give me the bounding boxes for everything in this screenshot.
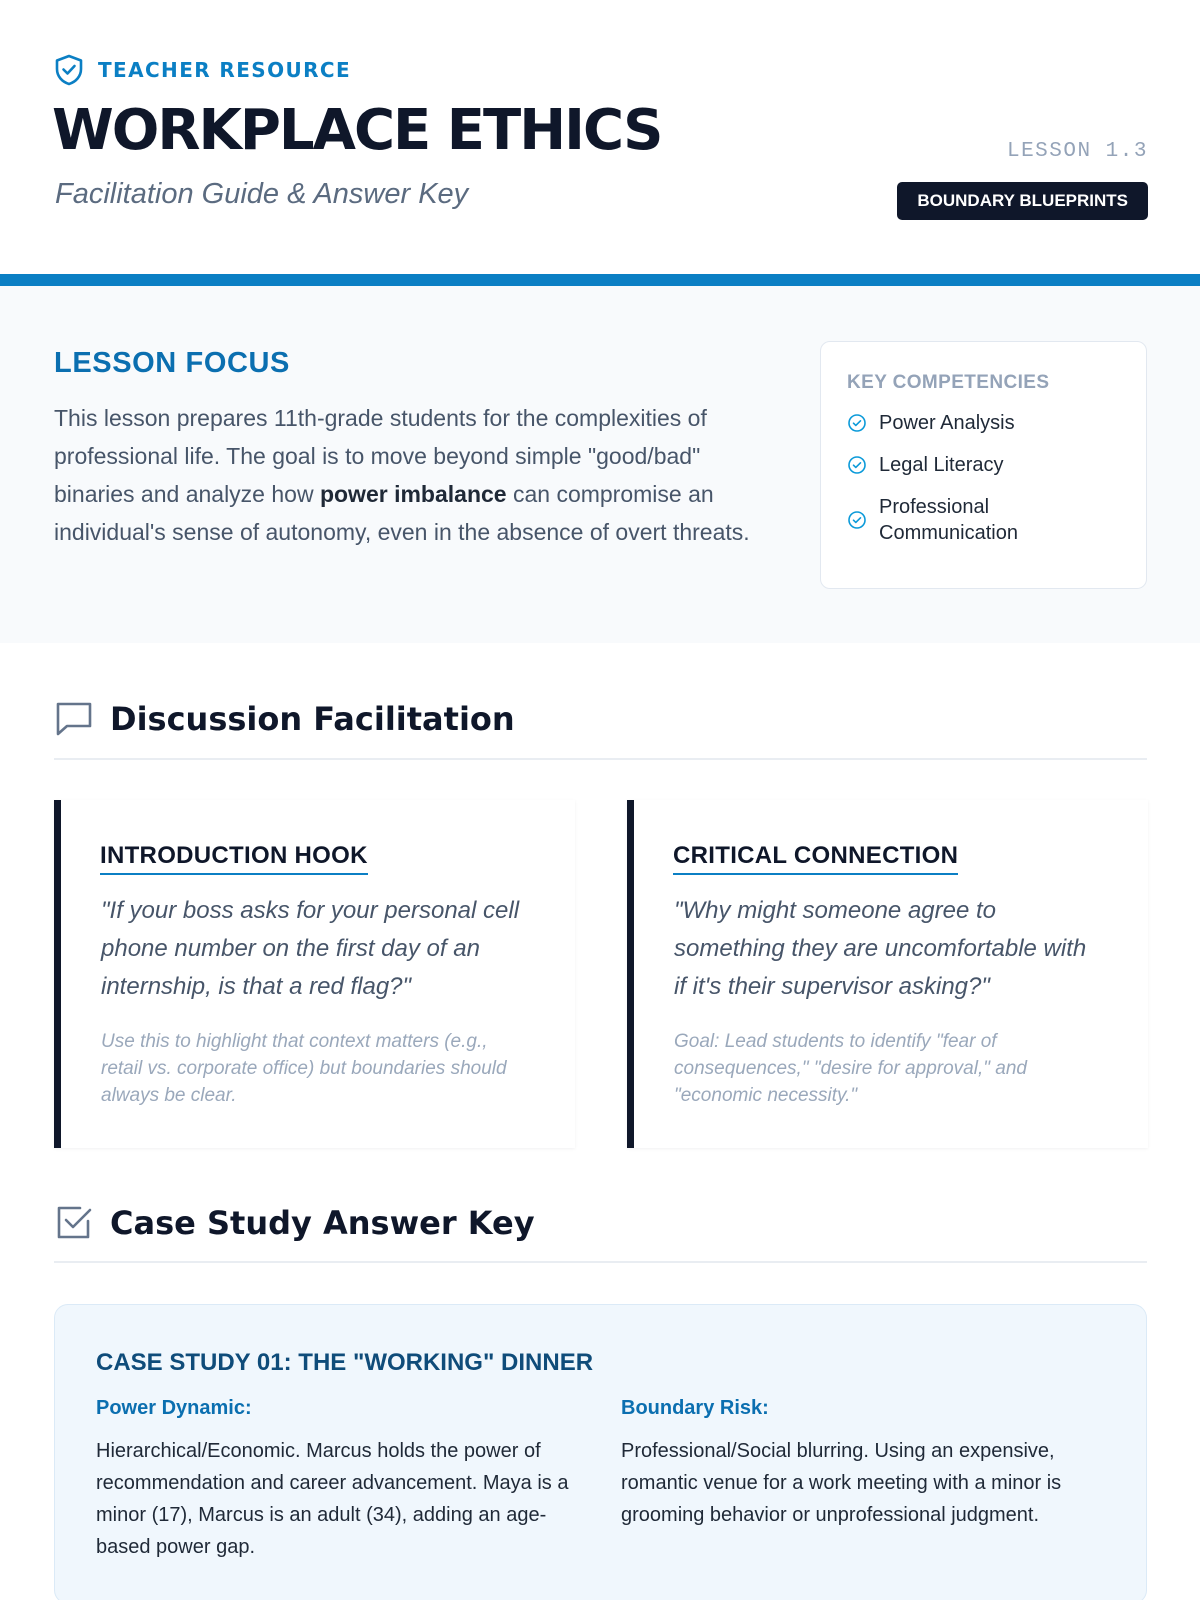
focus-text-emphasis: power imbalance xyxy=(319,481,507,507)
case-study-column xyxy=(621,1397,1111,1531)
lesson-code: LESSON 1.3 xyxy=(1006,140,1148,163)
competency-item xyxy=(847,452,1127,478)
checkbox-icon xyxy=(54,1204,94,1242)
competency-label: Legal Literacy xyxy=(879,454,1004,476)
competency-item xyxy=(847,410,1127,436)
case-column-body: Hierarchical/Economic. Marcus holds the power of recommendation and career advancement. Maya is a minor (17), Marcus is an adult (34), adding an age-based power gap. xyxy=(96,1440,569,1558)
lesson-focus-text xyxy=(54,399,774,551)
focus-text-end: can compromise an individual's sense of autonomy, even in the absence of overt threats. xyxy=(54,481,750,545)
competencies-title: KEY COMPETENCIES xyxy=(847,372,1050,393)
competency-label: Power Analysis xyxy=(879,412,1015,434)
lesson-focus-heading: LESSON FOCUS xyxy=(54,347,290,379)
competency-label: Professional Communication xyxy=(879,496,1018,544)
speech-bubble-icon xyxy=(54,700,94,738)
discussion-card-label: CRITICAL CONNECTION xyxy=(673,842,958,875)
accent-divider xyxy=(0,274,1200,286)
case-study-title: CASE STUDY 01: THE "WORKING" DINNER xyxy=(96,1349,594,1376)
discussion-card-quote: "Why might someone agree to something they are uncomfortable with if it's their supervisor asking?" xyxy=(674,897,1087,1000)
case-column-body: Professional/Social blurring. Using an expensive, romantic venue for a work meeting with a minor is grooming behavior or unprofessional judgment. xyxy=(621,1440,1062,1526)
discussion-card-note: Goal: Lead students to identify "fear of consequences," "desire for approval," and "economic necessity." xyxy=(674,1031,1027,1106)
discussion-card-label: INTRODUCTION HOOK xyxy=(100,842,368,875)
case-study-card xyxy=(54,1304,1147,1600)
check-circle-icon xyxy=(847,510,867,530)
eyebrow xyxy=(54,54,351,86)
discussion-section-header xyxy=(54,700,515,738)
discussion-card-note: Use this to highlight that context matters (e.g., retail vs. corporate office) but boundaries should always be clear. xyxy=(101,1031,507,1106)
key-competencies-card xyxy=(820,341,1147,589)
discussion-section-title: Discussion Facilitation xyxy=(110,700,515,738)
focus-text-start: This lesson prepares 11th-grade students for the complexities of professional life. The goal is to move beyond simple "good/bad" binaries and analyze how xyxy=(54,405,707,507)
answer-key-section-header xyxy=(54,1204,535,1242)
unit-tag: BOUNDARY BLUEPRINTS xyxy=(897,182,1148,220)
page-title: WORKPLACE ETHICS xyxy=(52,98,662,163)
page-subtitle: Facilitation Guide & Answer Key xyxy=(55,178,469,210)
check-circle-icon xyxy=(847,455,867,475)
case-study-column xyxy=(96,1397,586,1563)
page-header xyxy=(0,0,1200,274)
case-column-heading: Boundary Risk: xyxy=(621,1397,769,1419)
discussion-card xyxy=(627,800,1148,1148)
discussion-card xyxy=(54,800,575,1148)
discussion-card-quote: "If your boss asks for your personal cell phone number on the first day of an internship, is that a red flag?" xyxy=(101,897,520,1000)
section-divider xyxy=(54,758,1147,760)
case-column-heading: Power Dynamic: xyxy=(96,1397,252,1419)
competencies-list xyxy=(847,410,1127,562)
shield-check-icon xyxy=(54,54,84,86)
competency-item xyxy=(847,494,1127,546)
section-divider xyxy=(54,1261,1147,1263)
check-circle-icon xyxy=(847,413,867,433)
eyebrow-label: TEACHER RESOURCE xyxy=(98,58,352,82)
answer-key-section-title: Case Study Answer Key xyxy=(110,1204,535,1242)
